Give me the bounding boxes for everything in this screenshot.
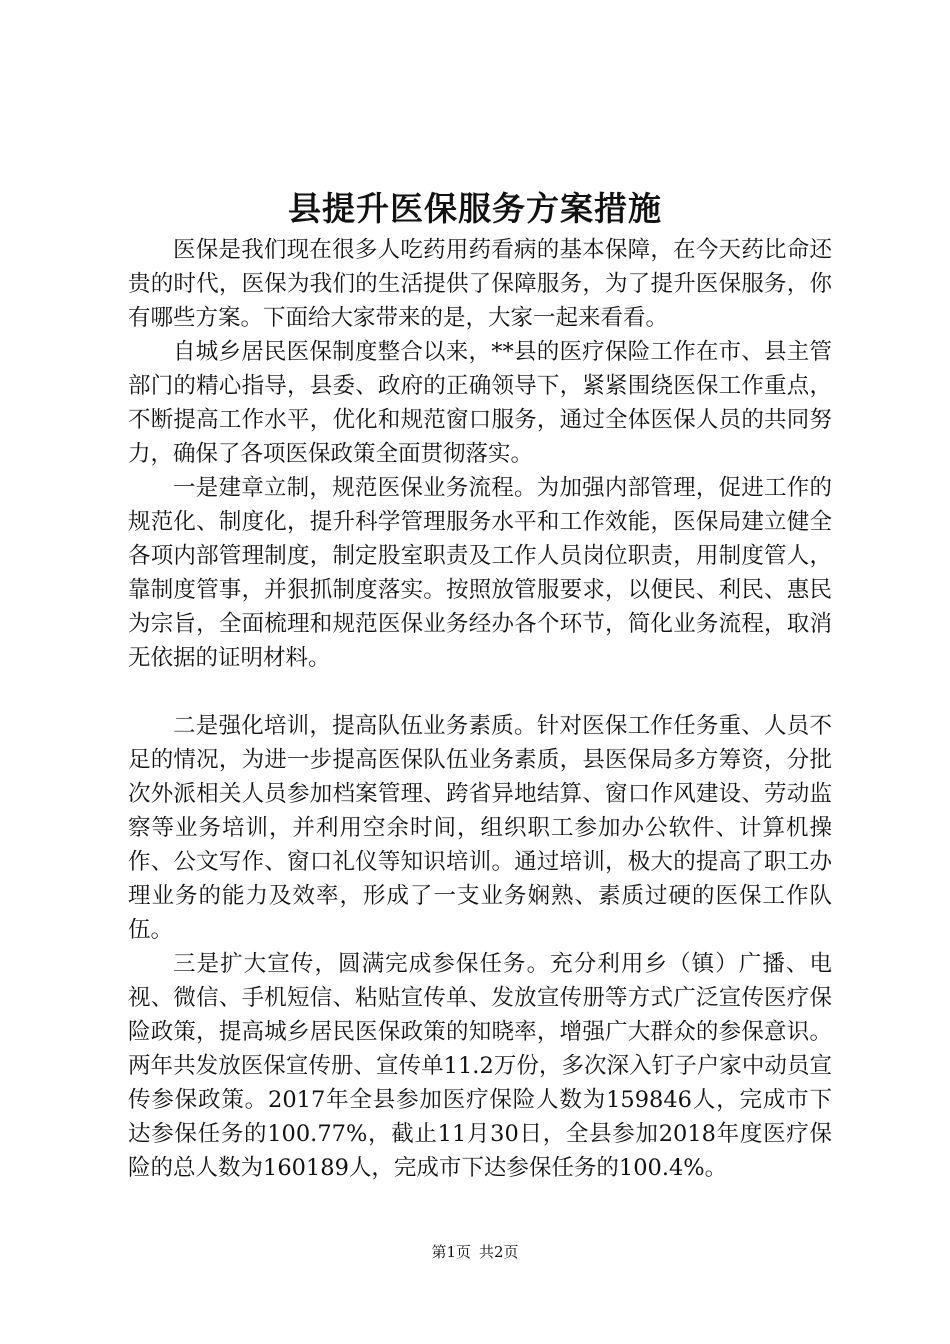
document-body [128, 233, 832, 1185]
page-number: 第1页 [431, 1243, 471, 1261]
page-footer [0, 1241, 950, 1263]
paragraph-measure-three: 三是扩大宣传，圆满完成参保任务。充分利用乡（镇）广播、电视、微信、手机短信、粘贴宣传单、发放宣传册等方式广泛宣传医疗保险政策，提高城乡居民医保政策的知晓率，增强广大群众的参保意识。两年共发放医保宣传册、宣传单11.2万份，多次深入钉子户家中动员宣传参保政策。2017年全县参加医疗保险人数为159846人，完成市下达参保任务的100.77%，截止11月30日，全县参加2018年度医疗保险的总人数为160189人，完成市下达参保任务的100.4%。 [128, 951, 832, 1181]
paragraph-background: 自城乡居民医保制度整合以来，**县的医疗保险工作在市、县主管部门的精心指导，县委、政府的正确领导下，紧紧围绕医保工作重点，不断提高工作水平，优化和规范窗口服务，通过全体医保人员的共同努力，确保了各项医保政策全面贯彻落实。 [128, 339, 832, 467]
paragraph-measure-one: 一是建章立制，规范医保业务流程。为加强内部管理，促进工作的规范化、制度化，提升科学管理服务水平和工作效能，医保局建立健全各项内部管理制度，制定股室职责及工作人员岗位职责，用制度管人，靠制度管事，并狠抓制度落实。按照放管服要求，以便民、利民、惠民为宗旨，全面梳理和规范医保业务经办各个环节，简化业务流程，取消无依据的证明材料。 [128, 475, 832, 671]
paragraph-intro: 医保是我们现在很多人吃药用药看病的基本保障，在今天药比命还贵的时代，医保为我们的生活提供了保障服务，为了提升医保服务，你有哪些方案。下面给大家带来的是，大家一起来看看。 [128, 237, 832, 331]
paragraph-measure-two: 二是强化培训，提高队伍业务素质。针对医保工作任务重、人员不足的情况，为进一步提高医保队伍业务素质，县医保局多方筹资，分批次外派相关人员参加档案管理、跨省异地结算、窗口作风建设、劳动监察等业务培训，并利用空余时间，组织职工参加办公软件、计算机操作、公文写作、窗口礼仪等知识培训。通过培训，极大的提高了职工办理业务的能力及效率，形成了一支业务娴熟、素质过硬的医保工作队伍。 [128, 713, 832, 943]
page-total: 共2页 [479, 1243, 519, 1261]
document-title: 县提升医保服务方案措施 [288, 189, 662, 228]
